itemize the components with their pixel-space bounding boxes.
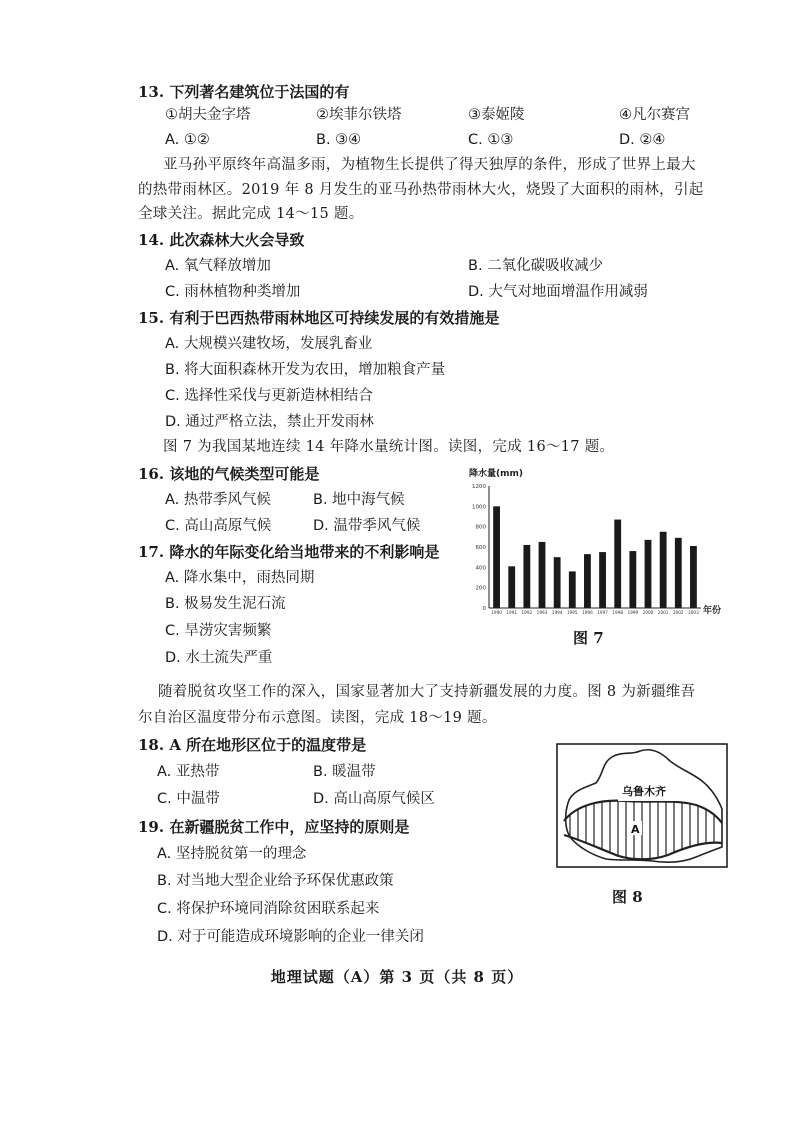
q13-option-b: B. ③④ — [316, 132, 362, 148]
q17-option-d: D. 水土流失严重 — [165, 650, 273, 666]
passage3-line2: 尔自治区温度带分布示意图。读图，完成 18～19 题。 — [138, 710, 497, 726]
bar-1992 — [523, 545, 530, 608]
q16-option-a: A. 热带季风气候 — [165, 492, 271, 508]
y-tick-label: 800 — [475, 524, 486, 531]
bar-1999 — [629, 551, 636, 608]
y-tick-label: 600 — [475, 545, 486, 551]
bar-1998 — [614, 520, 621, 608]
q14-option-c: C. 雨林植物种类增加 — [165, 284, 301, 300]
q18-option-b: B. 暖温带 — [313, 764, 376, 780]
q16-stem: 16. 该地的气候类型可能是 — [138, 465, 320, 483]
q13-item-2: ②埃菲尔铁塔 — [316, 107, 402, 123]
x-tick-label: 1990 — [491, 610, 502, 615]
x-tick-label: 1995 — [566, 610, 578, 615]
chart-xlabel: 年份 — [703, 606, 722, 616]
q13-option-a: A. ①② — [165, 132, 210, 148]
q19-option-d: D. 对于可能造成环境影响的企业一律关闭 — [157, 929, 424, 945]
q15-stem: 15. 有利于巴西热带雨林地区可持续发展的有效措施是 — [138, 309, 500, 327]
passage1-line1: 亚马孙平原终年高温多雨，为植物生长提供了得天独厚的条件，形成了世界上最大 — [163, 157, 696, 173]
x-tick-label: 1998 — [612, 610, 624, 615]
x-tick-label: 2001 — [657, 610, 669, 615]
q15-option-d: D. 通过严格立法，禁止开发雨林 — [165, 414, 374, 430]
q14-stem: 14. 此次森林大火会导致 — [138, 231, 305, 249]
x-tick-label: 1991 — [506, 610, 518, 615]
q18-option-a: A. 亚热带 — [157, 764, 220, 780]
y-tick-label: 0 — [482, 606, 486, 612]
q15-option-a: A. 大规模兴建牧场，发展乳畜业 — [165, 336, 373, 352]
passage3-line1: 随着脱贫攻坚工作的深入，国家显著加大了支持新疆发展的力度。图 8 为新疆维吾 — [158, 684, 696, 700]
xinjiang-temperature-zone-map — [556, 743, 728, 868]
q13-stem: 13. 下列著名建筑位于法国的有 — [138, 83, 350, 101]
bar-1993 — [539, 542, 546, 608]
q13-item-1: ①胡夫金字塔 — [165, 107, 251, 123]
passage1-line2: 的热带雨林区。2019 年 8 月发生的亚马孙热带雨林大火，烧毁了大面积的雨林，引起 — [138, 182, 704, 198]
q15-option-c: C. 选择性采伐与更新造林相结合 — [165, 388, 373, 404]
q14-option-d: D. 大气对地面增温作用减弱 — [468, 284, 648, 300]
q19-option-c: C. 将保护环境同消除贫困联系起来 — [157, 901, 380, 917]
q17-option-b: B. 极易发生泥石流 — [165, 596, 286, 612]
bar-1995 — [569, 571, 576, 608]
q14-option-b: B. 二氧化碳吸收减少 — [468, 258, 604, 274]
bar-1990 — [493, 506, 500, 608]
x-tick-label: 2002 — [672, 610, 684, 615]
precipitation-bar-chart — [455, 462, 725, 622]
q13-option-c: C. ①③ — [468, 132, 514, 148]
x-tick-label: 2000 — [642, 610, 654, 615]
bar-1994 — [554, 557, 561, 608]
bar-1997 — [599, 552, 606, 608]
q19-option-b: B. 对当地大型企业给予环保优惠政策 — [157, 873, 394, 889]
q17-option-a: A. 降水集中，雨热同期 — [165, 570, 315, 586]
x-tick-label: 1992 — [521, 610, 533, 615]
y-tick-label: 200 — [475, 585, 486, 592]
bar-2001 — [660, 532, 667, 608]
passage2: 图 7 为我国某地连续 14 年降水量统计图。读图，完成 16～17 题。 — [163, 439, 615, 455]
y-tick-label: 400 — [475, 565, 486, 572]
q17-stem: 17. 降水的年际变化给当地带来的不利影响是 — [138, 543, 440, 561]
q17-option-c: C. 旱涝灾害频繁 — [165, 623, 272, 639]
q13-item-3: ③泰姬陵 — [468, 107, 525, 123]
q13-item-4: ④凡尔赛宫 — [619, 107, 690, 123]
q16-option-c: C. 高山高原气候 — [165, 518, 272, 534]
bar-2000 — [645, 540, 652, 608]
y-tick-label: 1000 — [472, 504, 486, 511]
page-footer: 地理试题（A）第 3 页（共 8 页） — [270, 968, 524, 986]
q16-option-b: B. 地中海气候 — [313, 492, 405, 508]
fig7-caption: 图 7 — [573, 629, 604, 647]
q15-option-b: B. 将大面积森林开发为农田，增加粮食产量 — [165, 362, 446, 378]
x-tick-label: 2003 — [688, 610, 699, 615]
q18-stem: 18. A 所在地形区位于的温度带是 — [138, 736, 367, 754]
bar-1991 — [508, 566, 515, 608]
q18-option-c: C. 中温带 — [157, 791, 220, 807]
x-tick-label: 1996 — [582, 610, 593, 615]
bar-2003 — [690, 546, 697, 608]
q16-option-d: D. 温带季风气候 — [313, 518, 421, 534]
y-tick-label: 1200 — [472, 484, 486, 490]
x-tick-label: 1999 — [627, 610, 639, 615]
chart-ylabel: 降水量(mm) — [469, 469, 523, 479]
x-tick-label: 1994 — [551, 610, 563, 615]
q13-option-d: D. ②④ — [619, 132, 666, 148]
q19-option-a: A. 坚持脱贫第一的理念 — [157, 846, 307, 862]
bar-1996 — [584, 554, 591, 608]
x-tick-label: 1993 — [536, 610, 548, 615]
passage1-line3: 全球关注。据此完成 14～15 题。 — [138, 206, 364, 222]
marker-a-label: A — [631, 823, 640, 836]
fig8-caption: 图 8 — [612, 888, 643, 906]
x-tick-label: 1997 — [597, 610, 608, 615]
q18-option-d: D. 高山高原气候区 — [313, 791, 435, 807]
bar-2002 — [675, 538, 682, 608]
q14-option-a: A. 氧气释放增加 — [165, 258, 271, 274]
q19-stem: 19. 在新疆脱贫工作中，应坚持的原则是 — [138, 818, 410, 836]
city-urumqi-label: 乌鲁木齐 — [622, 785, 666, 798]
